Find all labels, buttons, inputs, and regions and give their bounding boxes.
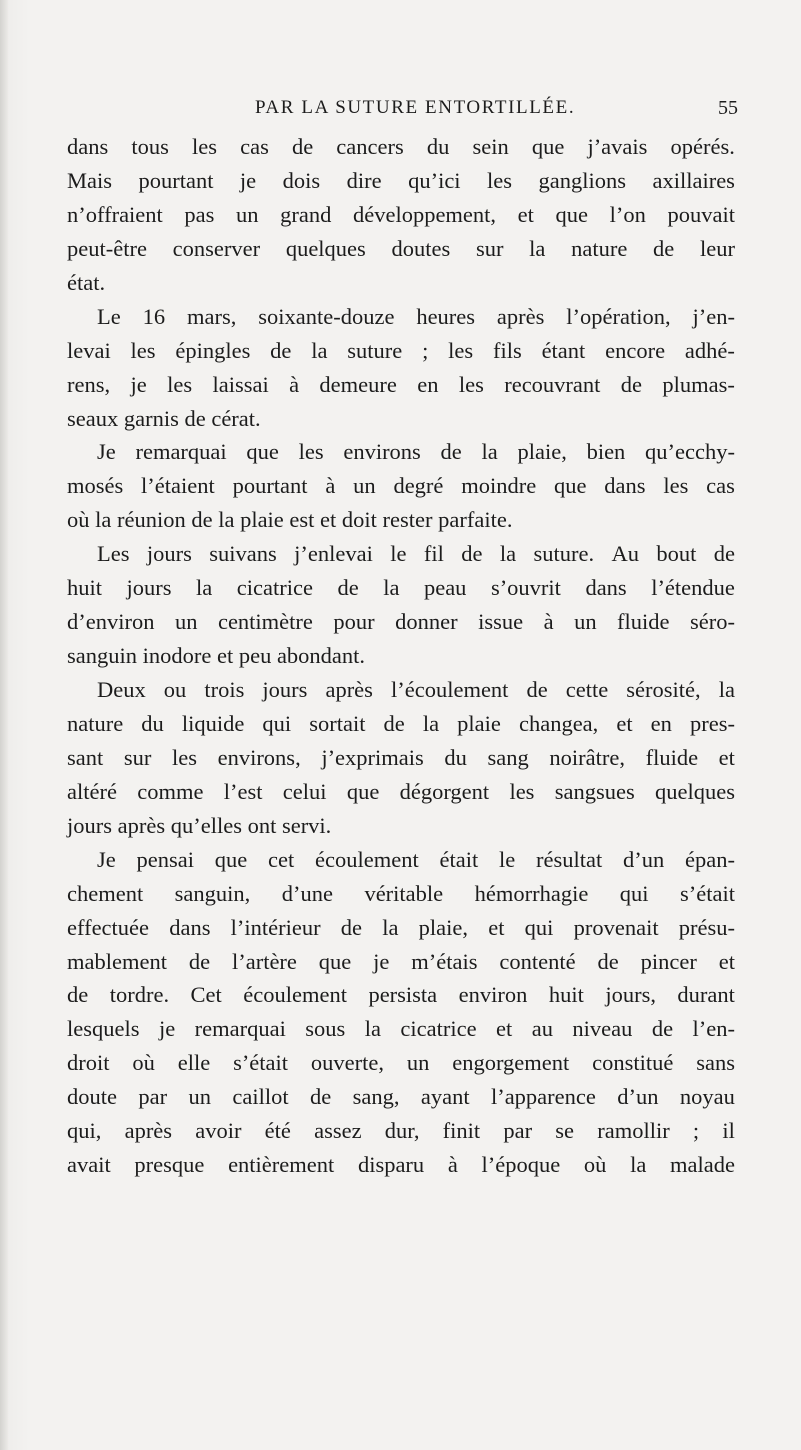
text-line: peut-être conserver quelques doutes sur la nature de leur bbox=[67, 235, 735, 261]
text-line: lesquels je remarquai sous la cicatrice et au niveau de l’en- bbox=[67, 1016, 735, 1042]
text-line: Mais pourtant je dois dire qu’ici les ganglions axillaires bbox=[67, 167, 735, 193]
text-line: sant sur les environs, j’exprimais du sang noirâtre, fluide et bbox=[67, 744, 735, 770]
text-line: Les jours suivans j’enlevai le fil de la suture. Au bout de bbox=[97, 541, 735, 567]
running-head bbox=[0, 93, 801, 123]
text-line: mablement de l’artère que je m’étais contenté de pincer et bbox=[67, 948, 735, 974]
text-line: jours après qu’elles ont servi. bbox=[67, 812, 332, 838]
text-line: dans tous les cas de cancers du sein que j’avais opérés. bbox=[67, 134, 735, 159]
text-line: où la réunion de la plaie est et doit rester parfaite. bbox=[67, 507, 513, 533]
text-line: Deux ou trois jours après l’écoulement de cette sérosité, la bbox=[97, 677, 735, 702]
text-line: seaux garnis de cérat. bbox=[67, 405, 261, 431]
text-line: avait presque entièrement disparu à l’époque où la malade bbox=[67, 1152, 735, 1178]
text-line: mosés l’étaient pourtant à un degré moindre que dans les cas bbox=[67, 473, 735, 499]
running-title: PAR LA SUTURE ENTORTILLÉE. bbox=[255, 97, 576, 118]
text-line: sanguin inodore et peu abondant. bbox=[67, 643, 366, 669]
text-line: Le 16 mars, soixante-douze heures après l’opération, j’en- bbox=[97, 303, 735, 329]
text-line: qui, après avoir été assez dur, finit par se ramollir ; il bbox=[67, 1118, 735, 1144]
text-line: n’offraient pas un grand développement, et que l’on pouvait bbox=[67, 201, 735, 227]
text-line: rens, je les laissai à demeure en les recouvrant de plumas- bbox=[67, 371, 735, 397]
text-line: Je pensai que cet écoulement était le résultat d’un épan- bbox=[97, 846, 735, 872]
text-line: levai les épingles de la suture ; les fils étant encore adhé- bbox=[67, 337, 735, 363]
text-line: effectuée dans l’intérieur de la plaie, et qui provenait présu- bbox=[67, 914, 735, 940]
text-line: chement sanguin, d’une véritable hémorrhagie qui s’était bbox=[67, 880, 735, 906]
text-line: de tordre. Cet écoulement persista environ huit jours, durant bbox=[67, 982, 735, 1008]
text-line: état. bbox=[67, 269, 106, 295]
page-number: 55 bbox=[718, 97, 738, 119]
text-line: d’environ un centimètre pour donner issue à un fluide séro- bbox=[67, 609, 735, 635]
text-line: droit où elle s’était ouverte, un engorgement constitué sans bbox=[67, 1050, 735, 1076]
body-text bbox=[67, 130, 735, 1182]
text-line: altéré comme l’est celui que dégorgent les sangsues quelques bbox=[67, 778, 735, 804]
text-line: doute par un caillot de sang, ayant l’apparence d’un noyau bbox=[67, 1084, 735, 1110]
text-line: huit jours la cicatrice de la peau s’ouvrit dans l’étendue bbox=[67, 575, 735, 601]
text-line: nature du liquide qui sortait de la plaie changea, et en pres- bbox=[67, 710, 735, 736]
binding-edge bbox=[0, 0, 8, 1450]
text-line: Je remarquai que les environs de la plaie, bien qu’ecchy- bbox=[97, 439, 735, 465]
